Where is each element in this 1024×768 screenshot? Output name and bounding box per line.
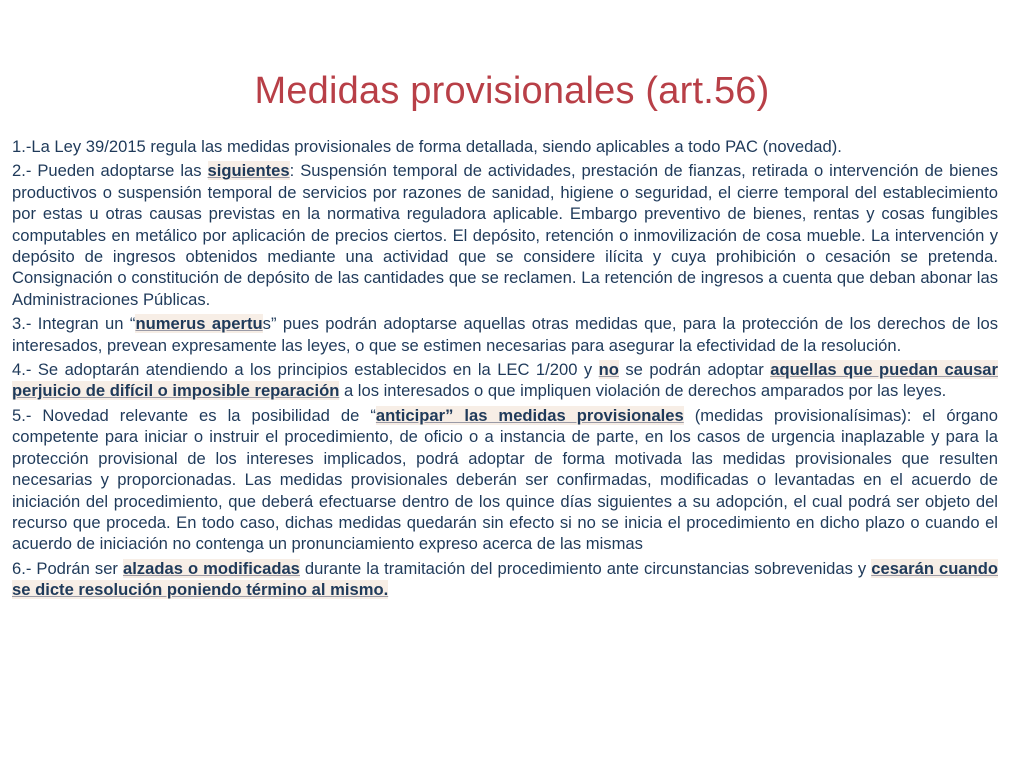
paragraph-text: 1.-La Ley 39/2015 regula las medidas provisionales de forma detallada, siendo aplicables a todo PAC (novedad). xyxy=(12,137,842,156)
paragraph-text: 2.- Pueden adoptarse las xyxy=(12,161,208,181)
paragraph-text: 4.- Se adoptarán atendiendo a los principios establecidos en la LEC 1/200 y xyxy=(12,360,599,380)
highlighted-text: cesarán cuando se dicte resolución poniendo término al mismo. xyxy=(12,558,998,600)
paragraph-4 xyxy=(12,359,998,402)
highlighted-text: no xyxy=(598,360,619,380)
paragraph-text: s” pues podrán adoptarse aquellas otras medidas que, para la protección de los derechos de los interesados, prevean expresamente las leyes, o que se estimen necesarias para asegurar la efectividad de la resolución. xyxy=(12,314,998,355)
highlighted-text: siguientes xyxy=(207,161,290,181)
paragraph-text: (medidas provisionalísimas): el órgano competente para iniciar o instruir el procedimiento, de oficio o a instancia de parte, en los casos de urgencia inaplazable y para la protección provisional de los intereses implicados, podrá adoptar de forma motivada las medidas provisionales que resulten necesarias y proporcionadas. Las medidas provisionales deberán ser confirmadas, modificadas o levantadas en el acuerdo de iniciación del procedimiento, que deberá efectuarse dentro de los quince días siguientes a su adopción, el cual podrá ser objeto del recurso que proceda. En todo caso, dichas medidas quedarán sin efecto si no se inicia el procedimiento en dicho plazo o cuando el acuerdo de iniciación no contenga un pronunciamiento expreso acerca de las mismas xyxy=(12,405,998,554)
highlighted-text: numerus apertu xyxy=(135,314,263,334)
paragraph-text: : Suspensión temporal de actividades, prestación de fianzas, retirada o intervención de bienes productivos o suspensión temporal de servicios por razones de sanidad, higiene o seguridad, el cierre temporal del establecimiento por estas u otras causas previstas en la normativa reguladora aplicable. Embargo preventivo de bienes, rentas y cosas fungibles computables en metálico por aplicación de precios ciertos. El depósito, retención o inmovilización de cosa mueble. La intervención y depósito de ingresos obtenidos mediante una actividad que se considere ilícita y cuya prohibición o cesación se pretenda. Consignación o constitución de depósito de las cantidades que se reclamen. La retención de ingresos a cuenta que deban abonar las Administraciones Públicas. xyxy=(12,161,998,309)
paragraph-5 xyxy=(12,405,998,555)
paragraph-text: se podrán adoptar xyxy=(618,360,771,380)
paragraph-text: a los interesados o que impliquen violación de derechos amparados por las leyes. xyxy=(339,381,947,401)
paragraph-text: 3.- Integran un “ xyxy=(12,314,136,334)
paragraph-3 xyxy=(12,313,998,356)
highlighted-text: alzadas o modificadas xyxy=(122,558,300,578)
paragraph-1 xyxy=(12,136,998,157)
highlighted-text: anticipar” las medidas provisionales xyxy=(375,405,684,425)
paragraph-6 xyxy=(12,558,998,601)
paragraph-2 xyxy=(12,160,998,310)
paragraph-text: 5.- Novedad relevante es la posibilidad de “ xyxy=(12,405,376,425)
paragraph-text: 6.- Podrán ser xyxy=(12,558,123,578)
highlighted-text: aquellas que puedan causar perjuicio de difícil o imposible reparación xyxy=(12,360,998,401)
slide-title: Medidas provisionales (art.56) xyxy=(254,70,770,112)
slide-body xyxy=(12,136,998,604)
paragraph-text: durante la tramitación del procedimiento ante circunstancias sobrevenidas y xyxy=(299,558,872,578)
